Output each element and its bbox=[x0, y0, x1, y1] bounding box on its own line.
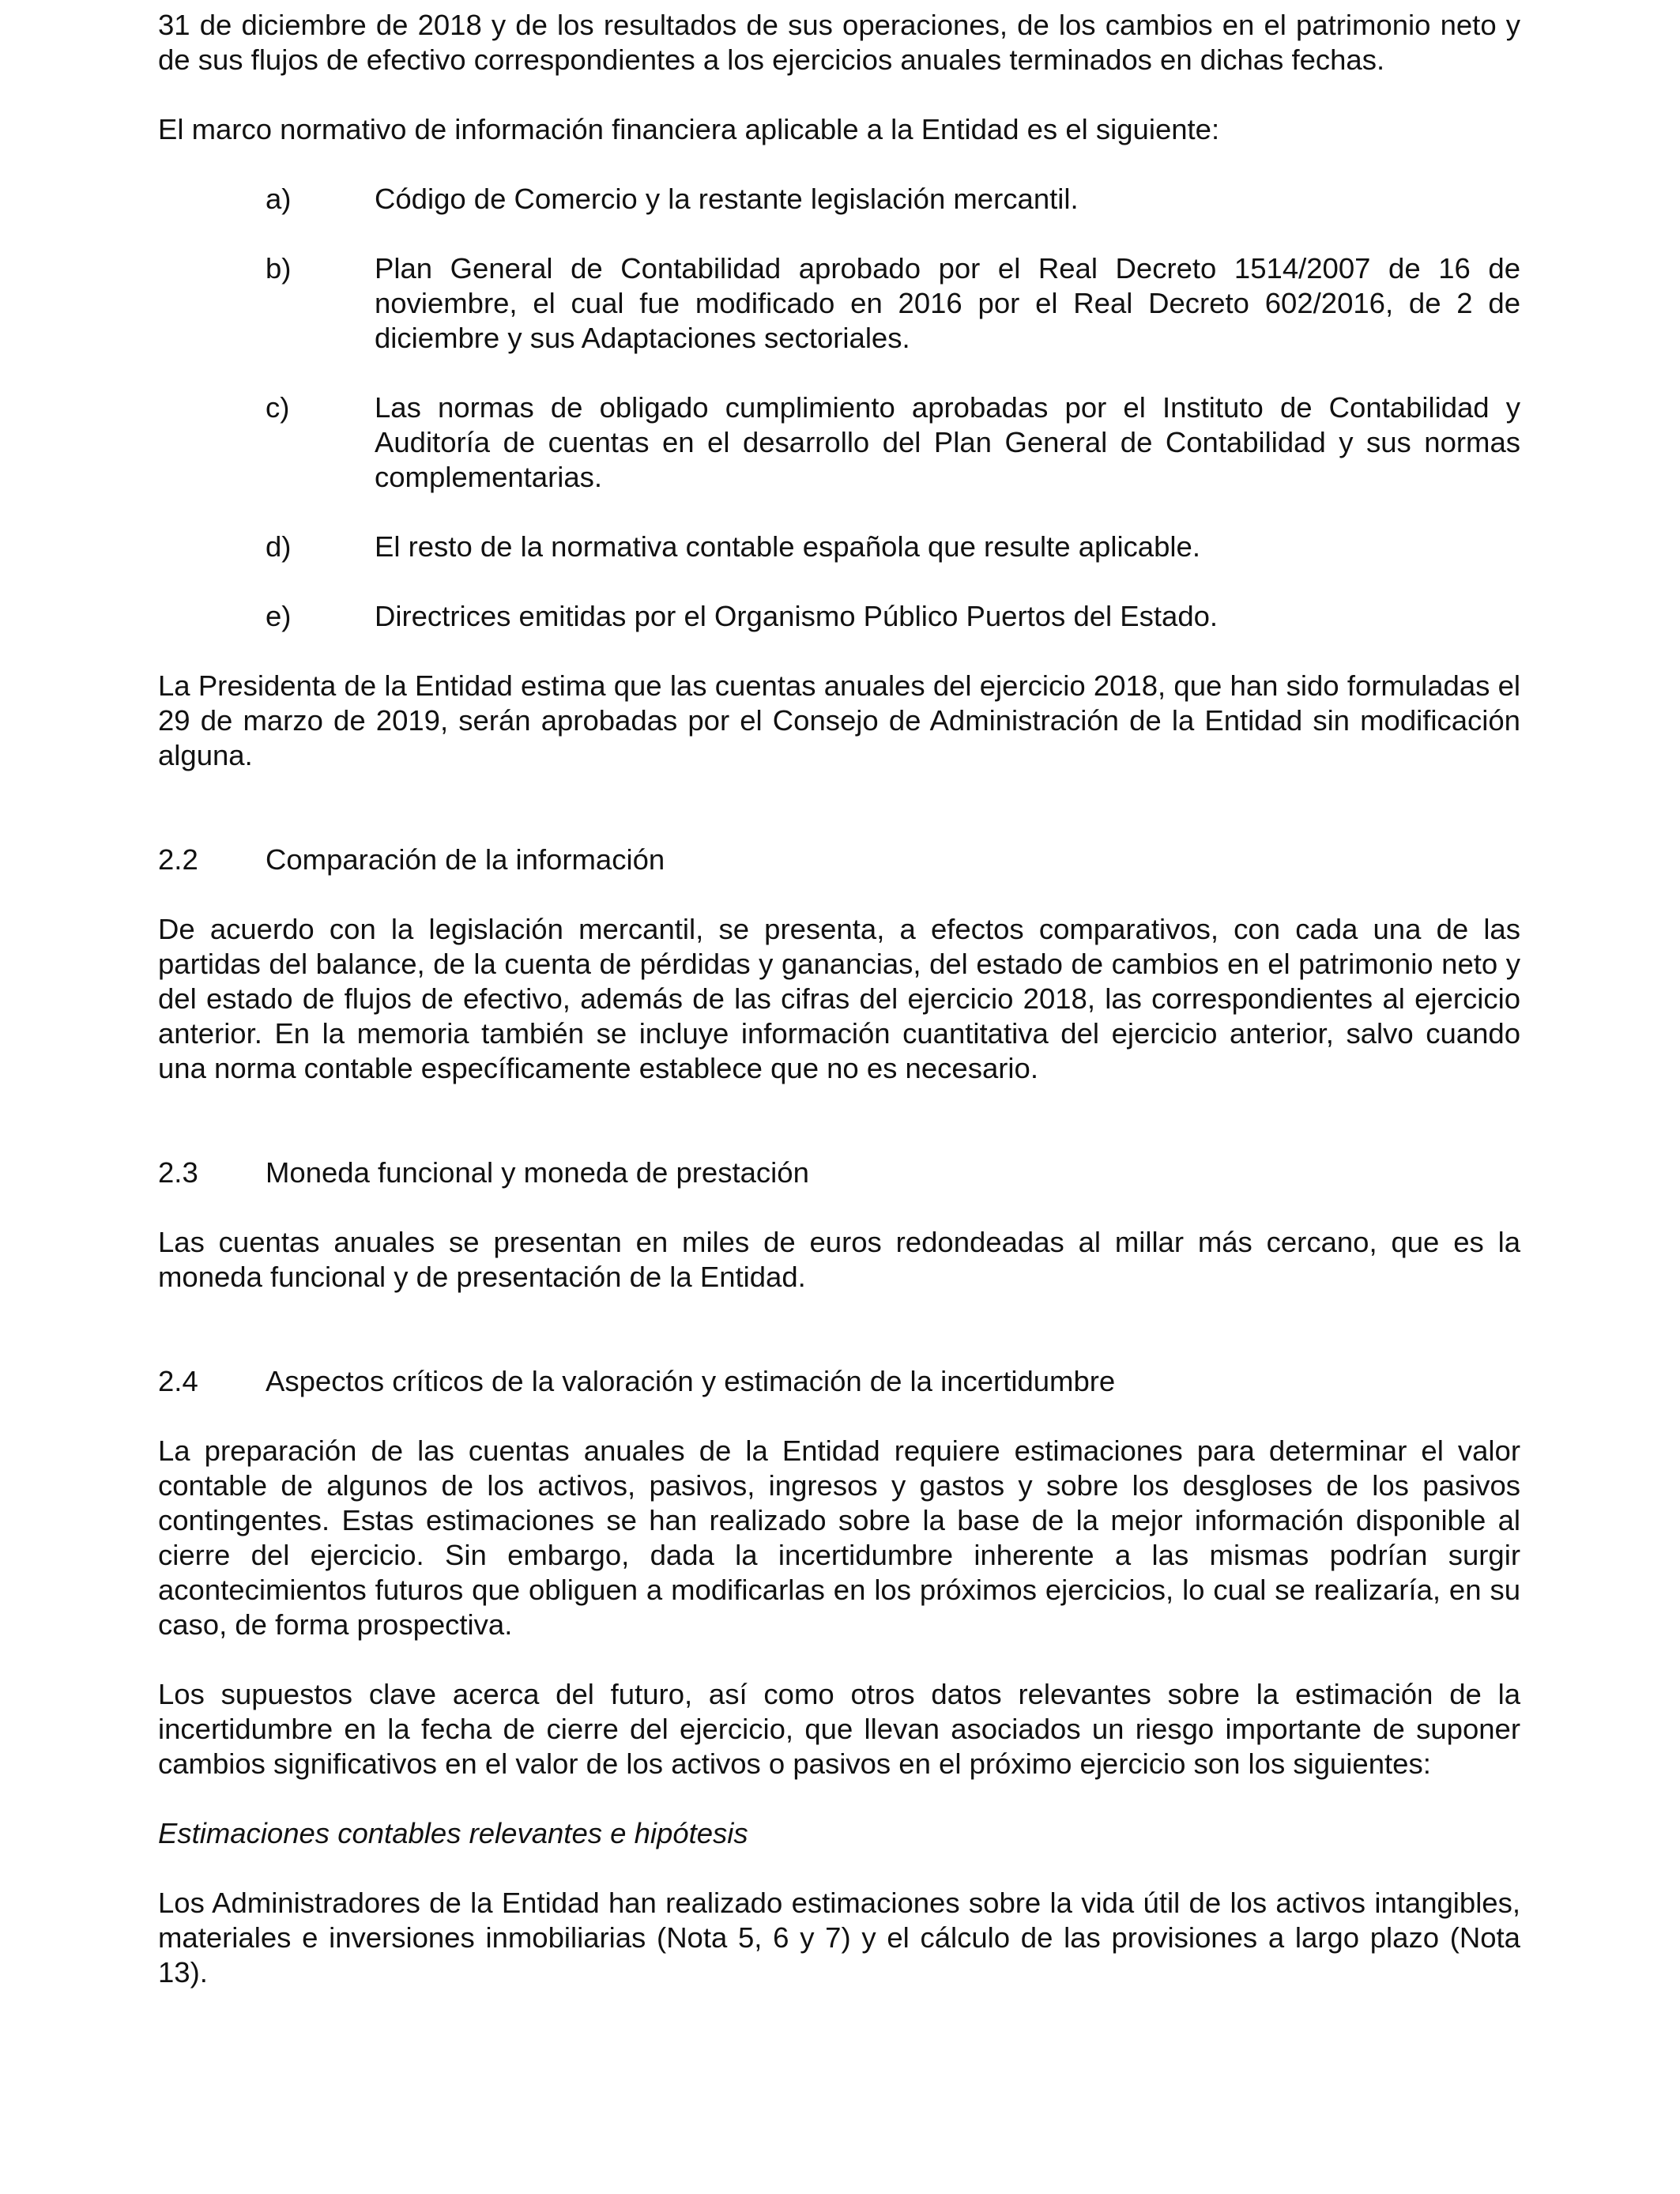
list-item-text: Plan General de Contabilidad aprobado por el Real Decreto 1514/2007 de 16 de noviembre, el cual fue modificado en 2016 por el Real Decreto 602/2016, de 2 de diciembre y sus Adaptaciones sectoriales. bbox=[375, 252, 1520, 354]
list-item-b bbox=[158, 251, 1520, 356]
list-item-text: Directrices emitidas por el Organismo Público Puertos del Estado. bbox=[375, 600, 1219, 632]
section-heading-2-2 bbox=[158, 843, 1520, 877]
currency-paragraph: Las cuentas anuales se presentan en miles de euros redondeadas al millar más cercano, que es la moneda funcional y de presentación de la Entidad. bbox=[158, 1226, 1520, 1293]
list-marker: c) bbox=[266, 391, 290, 424]
section-heading-2-4 bbox=[158, 1364, 1520, 1399]
list-item-text: Las normas de obligado cumplimiento aprobadas por el Instituto de Contabilidad y Auditoría de cuentas en el desarrollo del Plan General de Contabilidad y sus normas complementarias. bbox=[375, 391, 1520, 493]
document-page bbox=[158, 8, 1520, 1990]
estimates-paragraph: La preparación de las cuentas anuales de la Entidad requiere estimaciones para determinar el valor contable de algunos de los activos, pasivos, ingresos y gastos y sobre los desgloses de los pasivos contingentes. Estas estimaciones se han realizado sobre la base de la mejor información disponible al cierre del ejercicio. Sin embargo, dada la incertidumbre inherente a las mismas podrían surgir acontecimientos futuros que obliguen a modificarlas en los próximos ejercicios, lo cual se realizaría, en su caso, de forma prospectiva. bbox=[158, 1434, 1520, 1641]
section-title: Comparación de la información bbox=[266, 843, 665, 876]
section-number: 2.3 bbox=[158, 1156, 198, 1189]
section-number: 2.4 bbox=[158, 1365, 198, 1397]
comparison-paragraph: De acuerdo con la legislación mercantil, se presenta, a efectos comparativos, con cada una de las partidas del balance, de la cuenta de pérdidas y ganancias, del estado de cambios en el patrimonio neto y del estado de flujos de efectivo, además de las cifras del ejercicio 2018, las correspondientes al ejercicio anterior. En la memoria también se incluye información cuantitativa del ejercicio anterior, salvo cuando una norma contable específicamente establece que no es necesario. bbox=[158, 913, 1520, 1084]
section-title: Aspectos críticos de la valoración y estimación de la incertidumbre bbox=[266, 1365, 1116, 1397]
list-item-c bbox=[158, 390, 1520, 495]
section-heading-2-3 bbox=[158, 1155, 1520, 1190]
administrators-paragraph: Los Administradores de la Entidad han realizado estimaciones sobre la vida útil de los activos intangibles, materiales e inversiones inmobiliarias (Nota 5, 6 y 7) y el cálculo de las provisiones a largo plazo (Nota 13). bbox=[158, 1887, 1520, 1989]
list-marker: a) bbox=[266, 183, 292, 215]
list-marker: b) bbox=[266, 252, 292, 285]
list-marker: d) bbox=[266, 530, 292, 563]
section-number: 2.2 bbox=[158, 843, 198, 876]
intro-paragraph: 31 de diciembre de 2018 y de los resultados de sus operaciones, de los cambios en el patrimonio neto y de sus flujos de efectivo correspondientes a los ejercicios anuales terminados en dichas fechas. bbox=[158, 9, 1520, 76]
section-title: Moneda funcional y moneda de prestación bbox=[266, 1156, 809, 1189]
list-item-d bbox=[158, 530, 1520, 564]
list-item-text: Código de Comercio y la restante legislación mercantil. bbox=[375, 183, 1079, 215]
approval-paragraph: La Presidenta de la Entidad estima que las cuentas anuales del ejercicio 2018, que han sido formuladas el 29 de marzo de 2019, serán aprobadas por el Consejo de Administración de la Entidad sin modificación alguna. bbox=[158, 669, 1520, 771]
list-item-e bbox=[158, 599, 1520, 634]
list-item-a bbox=[158, 182, 1520, 217]
assumptions-paragraph: Los supuestos clave acerca del futuro, así como otros datos relevantes sobre la estimación de la incertidumbre en la fecha de cierre del ejercicio, que llevan asociados un riesgo importante de suponer cambios significativos en el valor de los activos o pasivos en el próximo ejercicio son los siguientes: bbox=[158, 1678, 1520, 1780]
list-item-text: El resto de la normativa contable española que resulte aplicable. bbox=[375, 530, 1200, 563]
italic-subheading: Estimaciones contables relevantes e hipótesis bbox=[158, 1817, 748, 1849]
framework-paragraph: El marco normativo de información financiera aplicable a la Entidad es el siguiente: bbox=[158, 113, 1220, 145]
list-marker: e) bbox=[266, 600, 292, 632]
